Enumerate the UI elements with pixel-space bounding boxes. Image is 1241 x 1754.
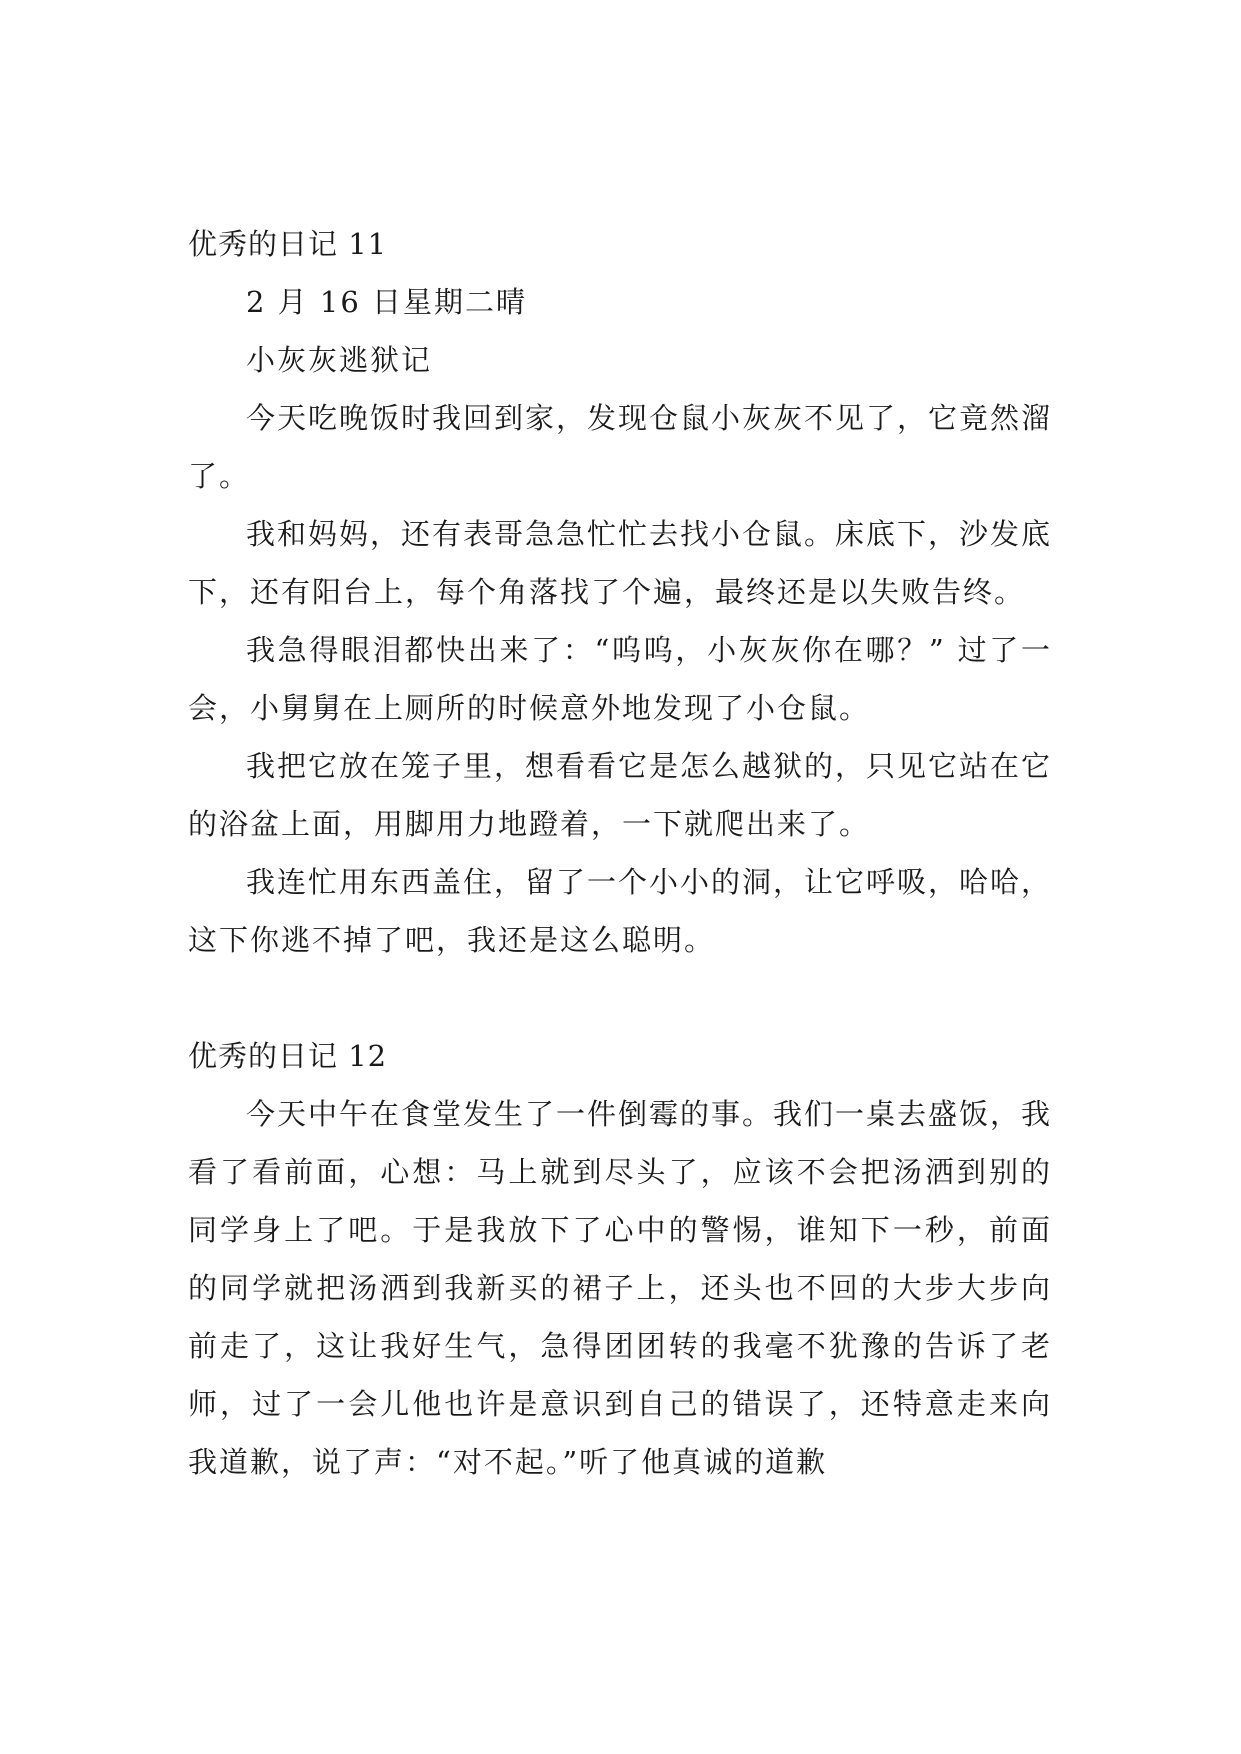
paragraph: 我把它放在笼子里，想看看它是怎么越狱的，只见它站在它的浴盆上面，用脚用力地蹬着，一下就爬出来了。 xyxy=(188,749,1053,841)
entry-title: 优秀的日记 12 xyxy=(188,1039,388,1073)
paragraph: 我急得眼泪都快出来了：“呜呜，小灰灰你在哪？” 过了一会，小舅舅在上厕所的时候意外地发现了小仓鼠。 xyxy=(188,633,1052,725)
document-page xyxy=(188,215,1052,1491)
paragraph: 我和妈妈，还有表哥急急忙忙去找小仓鼠。床底下，沙发底下，还有阳台上，每个角落找了个遍，最终还是以失败告终。 xyxy=(188,517,1053,609)
entry-date: 2 月 16 日星期二晴 xyxy=(246,285,528,319)
paragraph: 今天吃晚饭时我回到家，发现仓鼠小灰灰不见了，它竟然溜了。 xyxy=(188,401,1053,493)
entry-subtitle: 小灰灰逃狱记 xyxy=(246,343,433,377)
entry-title: 优秀的日记 11 xyxy=(188,227,388,261)
paragraph: 今天中午在食堂发生了一件倒霉的事。我们一桌去盛饭，我看了看前面，心想：马上就到尽头了，应该不会把汤洒到别的同学身上了吧。于是我放下了心中的警惕，谁知下一秒，前面的同学就把汤洒到我新买的裙子上，还头也不回的大步大步向前走了，这让我好生气，急得团团转的我毫不犹豫的告诉了老师，过了一会儿他也许是意识到自己的错误了，还特意走来向我道歉，说了声：“对不起。”听了他真诚的道歉 xyxy=(188,1097,1053,1479)
diary-entry-12 xyxy=(188,1027,1052,1491)
diary-entry-11 xyxy=(188,215,1052,969)
paragraph: 我连忙用东西盖住，留了一个小小的洞，让它呼吸，哈哈，这下你逃不掉了吧，我还是这么聪明。 xyxy=(188,865,1053,957)
